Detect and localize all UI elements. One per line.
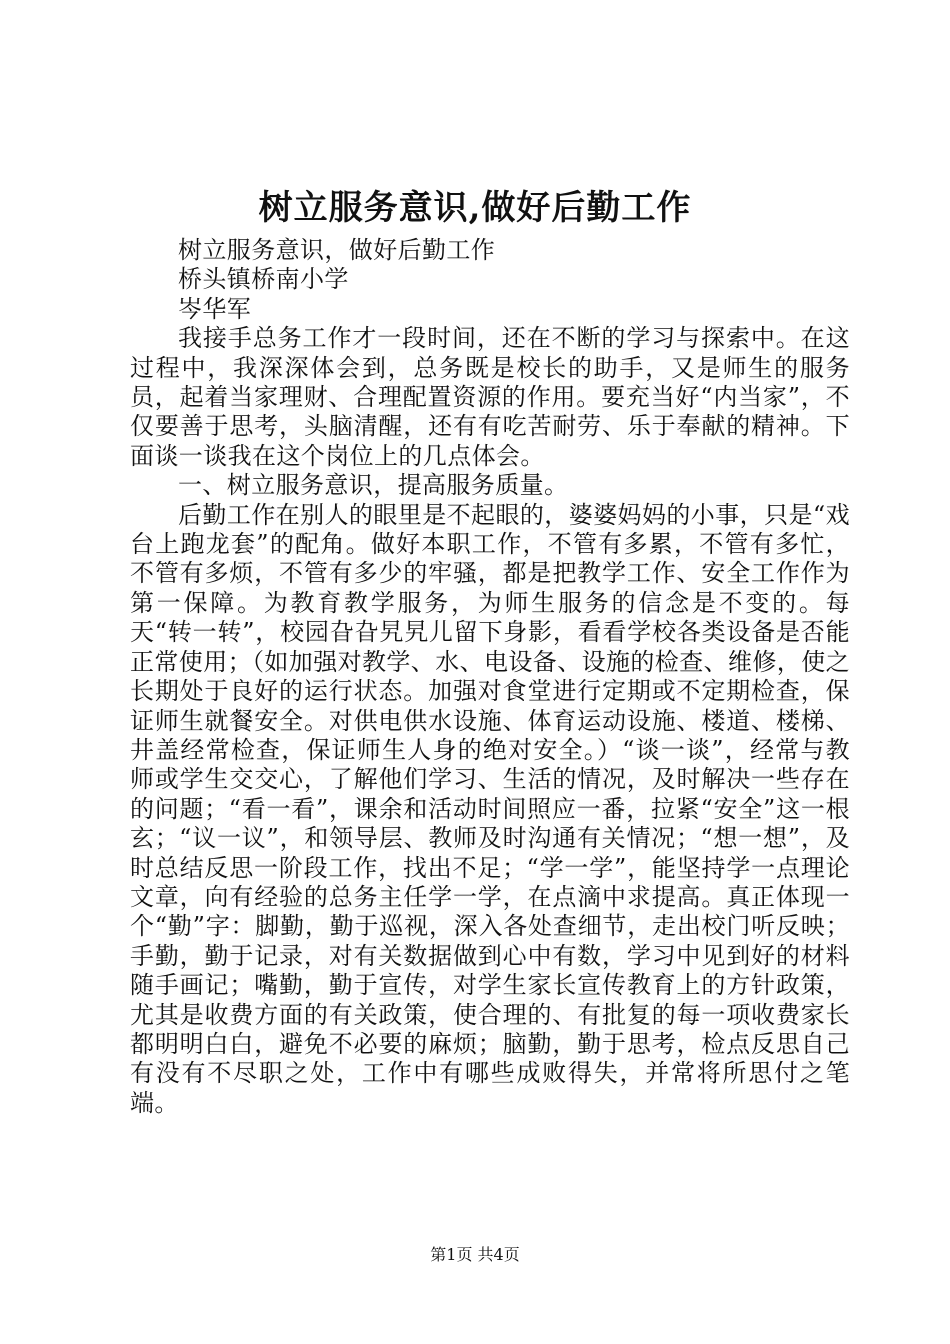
author-line: 岑华军 bbox=[178, 294, 252, 323]
page-number: 第1页 共4页 bbox=[430, 1245, 520, 1264]
document-body bbox=[130, 236, 850, 1118]
page-footer bbox=[0, 1244, 950, 1266]
intro-paragraph: 我接手总务工作才一段时间，还在不断的学习与探索中。在这过程中，我深深体会到，总务既是校长的助手，又是师生的服务员，起着当家理财、合理配置资源的作用。要充当好“内当家”，不仅要善于思考，头脑清醒，还有有吃苦耐劳、乐于奉献的精神。下面谈一谈我在这个岗位上的几点体会。 bbox=[130, 324, 850, 470]
section-heading: 一、树立服务意识，提高服务质量。 bbox=[178, 471, 569, 500]
subtitle-line: 树立服务意识，做好后勤工作 bbox=[178, 236, 496, 264]
body-paragraph: 后勤工作在别人的眼里是不起眼的，婆婆妈妈的小事，只是“戏台上跑龙套”的配角。做好本职工作，不管有多累，不管有多忙，不管有多烦，不管有多少的牢骚，都是把教学工作、安全工作作为第一保障。为教育教学服务，为师生服务的信念是不变的。每天“转一转”，校园旮旮旯旯儿留下身影，看看学校各类设备是否能正常使用；（如加强对教学、水、电设备、设施的检查、维修，使之长期处于良好的运行状态。加强对食堂进行定期或不定期检查，保证师生就餐安全。对供电供水设施、体育运动设施、楼道、楼梯、井盖经常检查，保证师生人身的绝对安全。）“谈一谈”，经常与教师或学生交交心，了解他们学习、生活的情况，及时解决一些存在的问题；“看一看”，课余和活动时间照应一番，拉紧“安全”这一根玄；“议一议”，和领导层、教师及时沟通有关情况；“想一想”，及时总结反思一阶段工作，找出不足；“学一学”，能坚持学一点理论文章，向有经验的总务主任学一学，在点滴中求提高。真正体现一个“勤”字：脚勤，勤于巡视，深入各处查细节，走出校门听反映；手勤，勤于记录，对有关数据做到心中有数，学习中见到好的材料随手画记；嘴勤，勤于宣传，对学生家长宣传教育上的方针政策，尤其是收费方面的有关政策，使合理的、有批复的每一项收费家长都明明白白，避免不必要的麻烦；脑勤，勤于思考，检点反思自己有没有不尽职之处，工作中有哪些成败得失，并常将所思付之笔端。 bbox=[130, 500, 850, 1117]
document-title: 树立服务意识,做好后勤工作 bbox=[258, 188, 692, 228]
school-name-line: 桥头镇桥南小学 bbox=[178, 265, 349, 294]
